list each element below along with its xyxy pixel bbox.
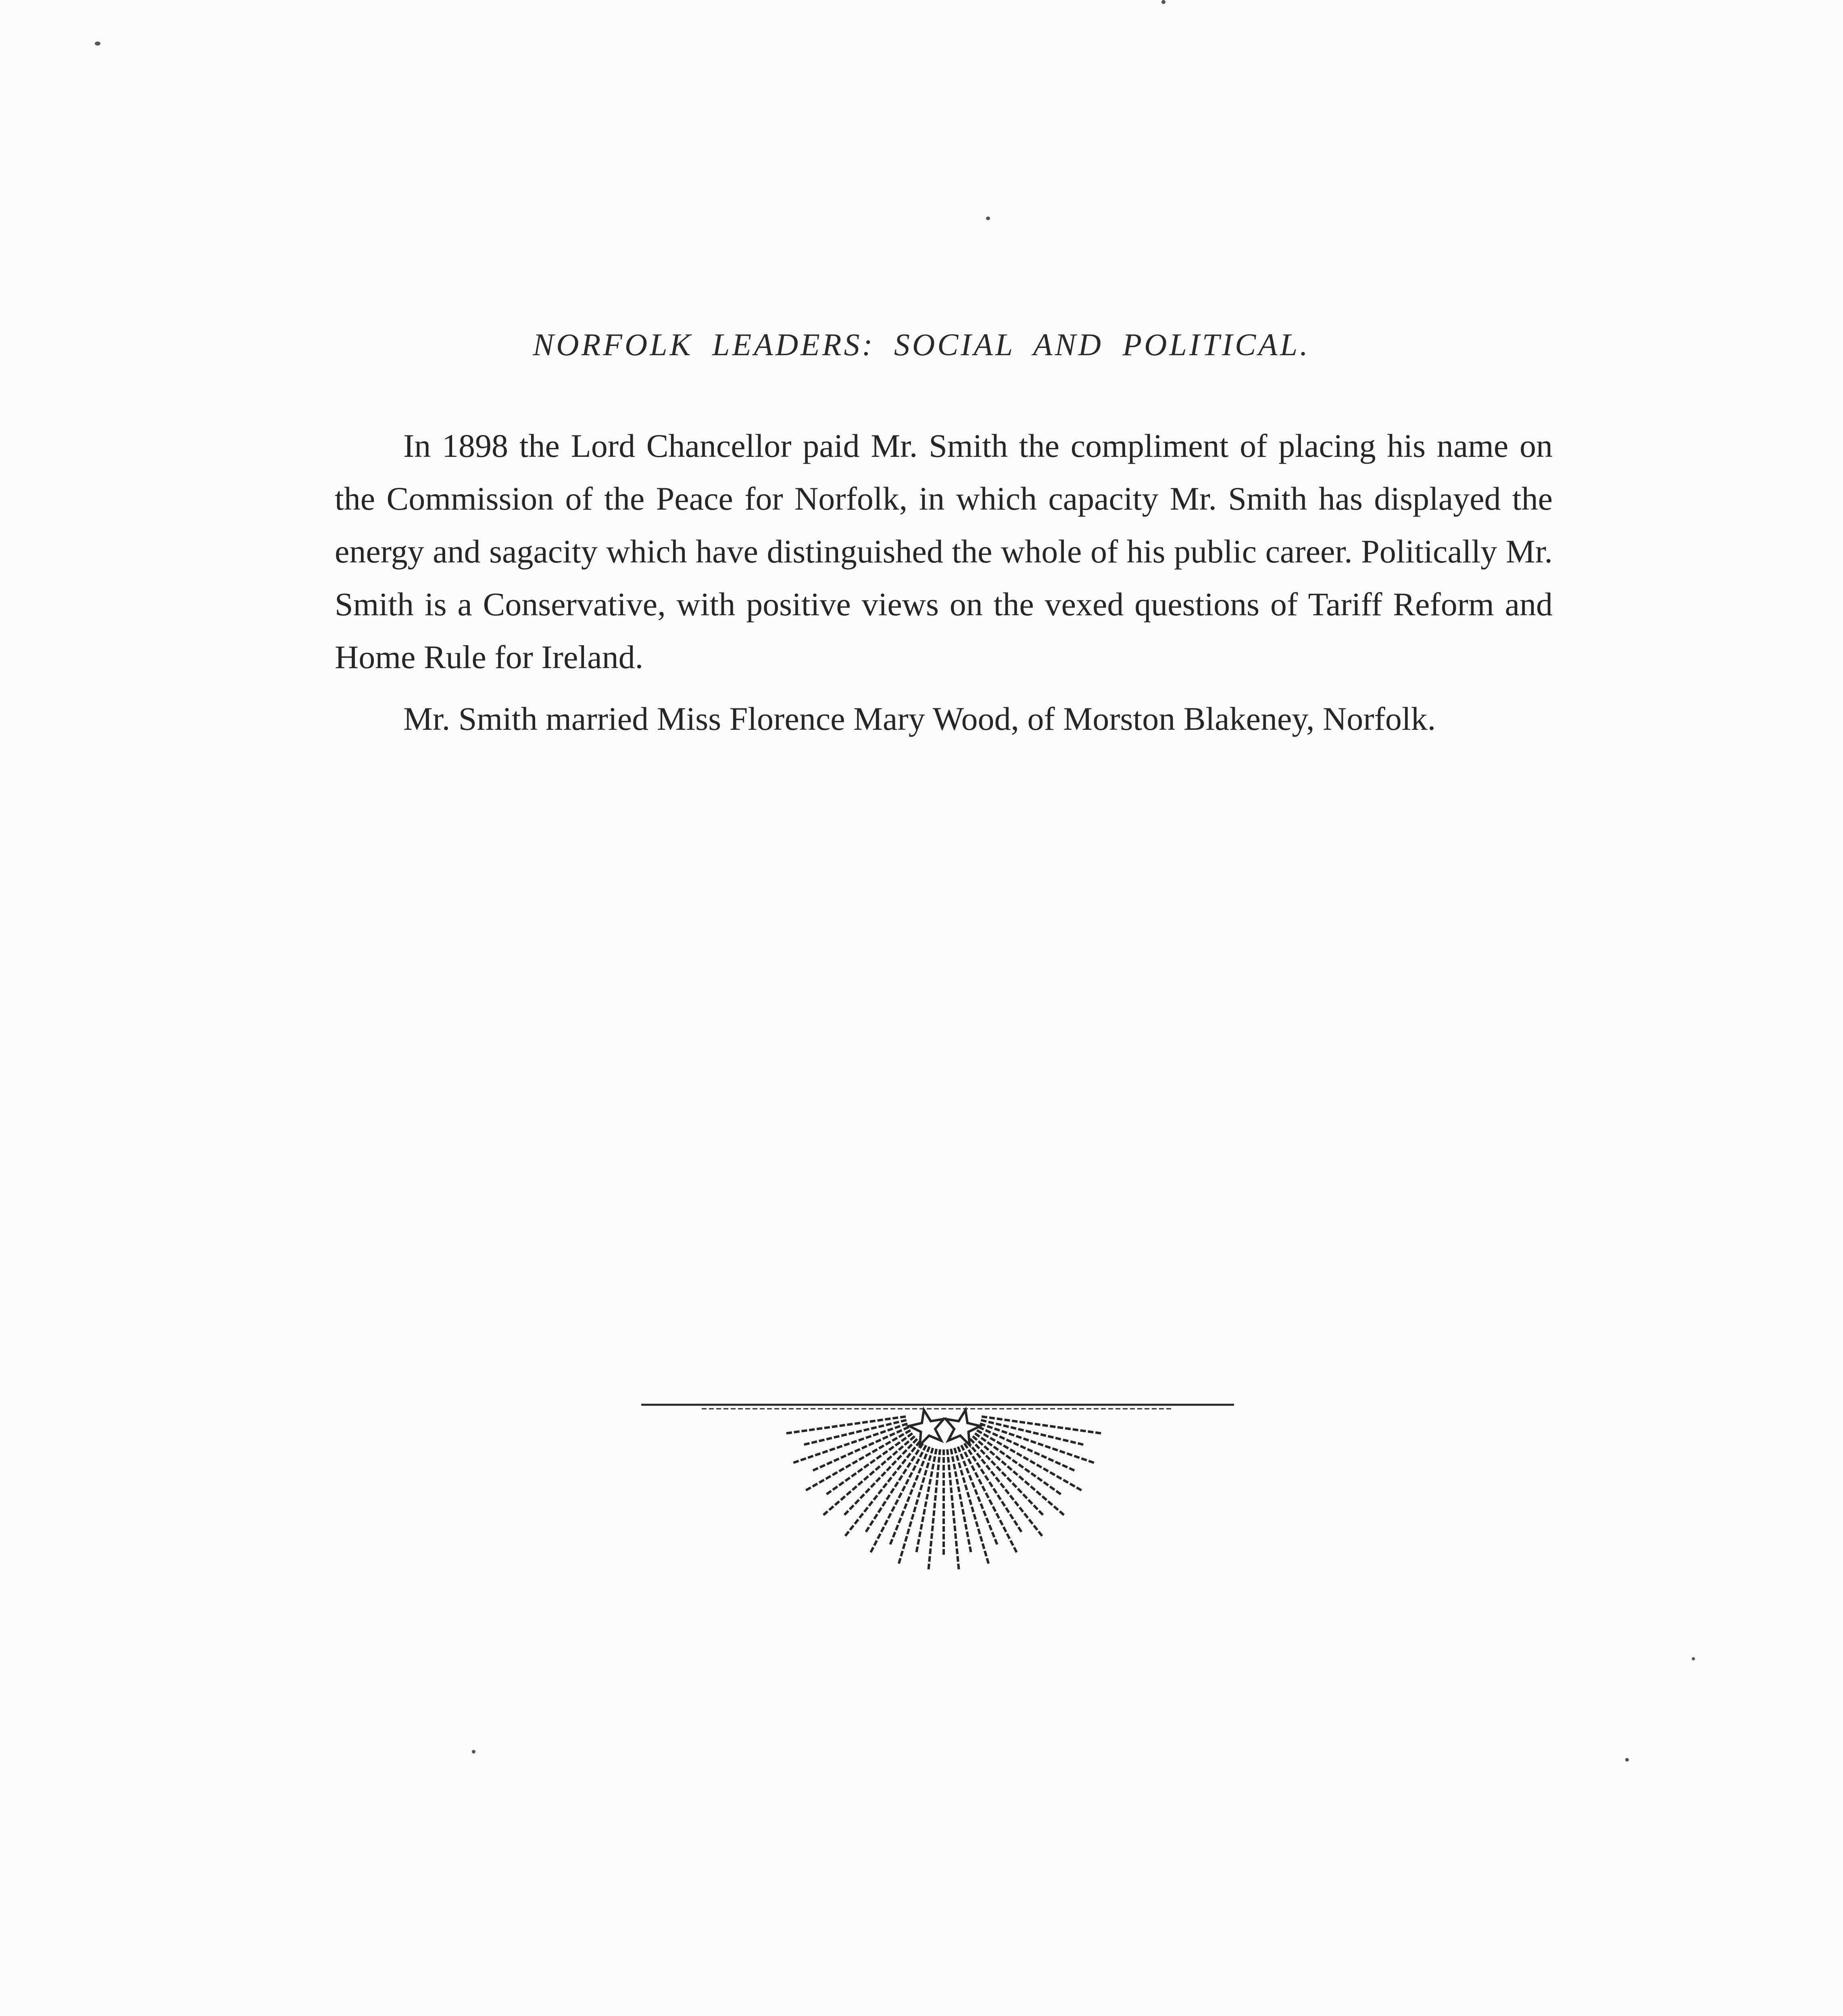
ornament-ray xyxy=(865,1443,923,1533)
body-text xyxy=(335,419,1553,745)
ornament-ray xyxy=(825,1433,912,1495)
paper-speck xyxy=(472,1750,475,1754)
ornament-ray xyxy=(951,1449,971,1554)
paper-speck xyxy=(1625,1758,1629,1762)
paragraph-marriage: Mr. Smith married Miss Florence Mary Wood, of Morston Blakeney, Norfolk. xyxy=(403,700,1436,737)
ornament-ray xyxy=(899,1448,933,1564)
ornament-ray xyxy=(955,1448,989,1564)
paper-speck xyxy=(95,42,100,46)
ornament-ray xyxy=(928,1450,940,1570)
paper-speck xyxy=(986,217,990,220)
ornament-ray xyxy=(975,1433,1062,1495)
star-left-icon xyxy=(909,1410,944,1445)
ornament-ray xyxy=(964,1443,1022,1533)
paper-speck xyxy=(1161,0,1165,4)
running-title: NORFOLK LEADERS: SOCIAL AND POLITICAL. xyxy=(533,327,1310,362)
ornament-ray xyxy=(916,1449,936,1554)
ornament-ray xyxy=(845,1441,920,1537)
ornament-ray xyxy=(947,1450,959,1570)
ornament-ray xyxy=(961,1445,1017,1553)
ornament-rays xyxy=(786,1416,1101,1570)
paragraph-appointment: In 1898 the Lord Chancellor paid Mr. Smith the compliment of placing his name on the Commission of the Peace for Norfolk, in which capacity Mr. Smith has displayed the energy and sagacity which have distinguished the whole of his public career. Politically Mr. Smith is a Conservative, with positive views on the vexed questions of Tariff Reform and Home Rule for Ireland. xyxy=(335,427,1553,675)
ornament-ray xyxy=(871,1445,926,1553)
sunburst-tailpiece-icon xyxy=(641,1395,1246,1581)
ornament-ray xyxy=(967,1441,1042,1537)
paper-speck xyxy=(1692,1657,1695,1660)
